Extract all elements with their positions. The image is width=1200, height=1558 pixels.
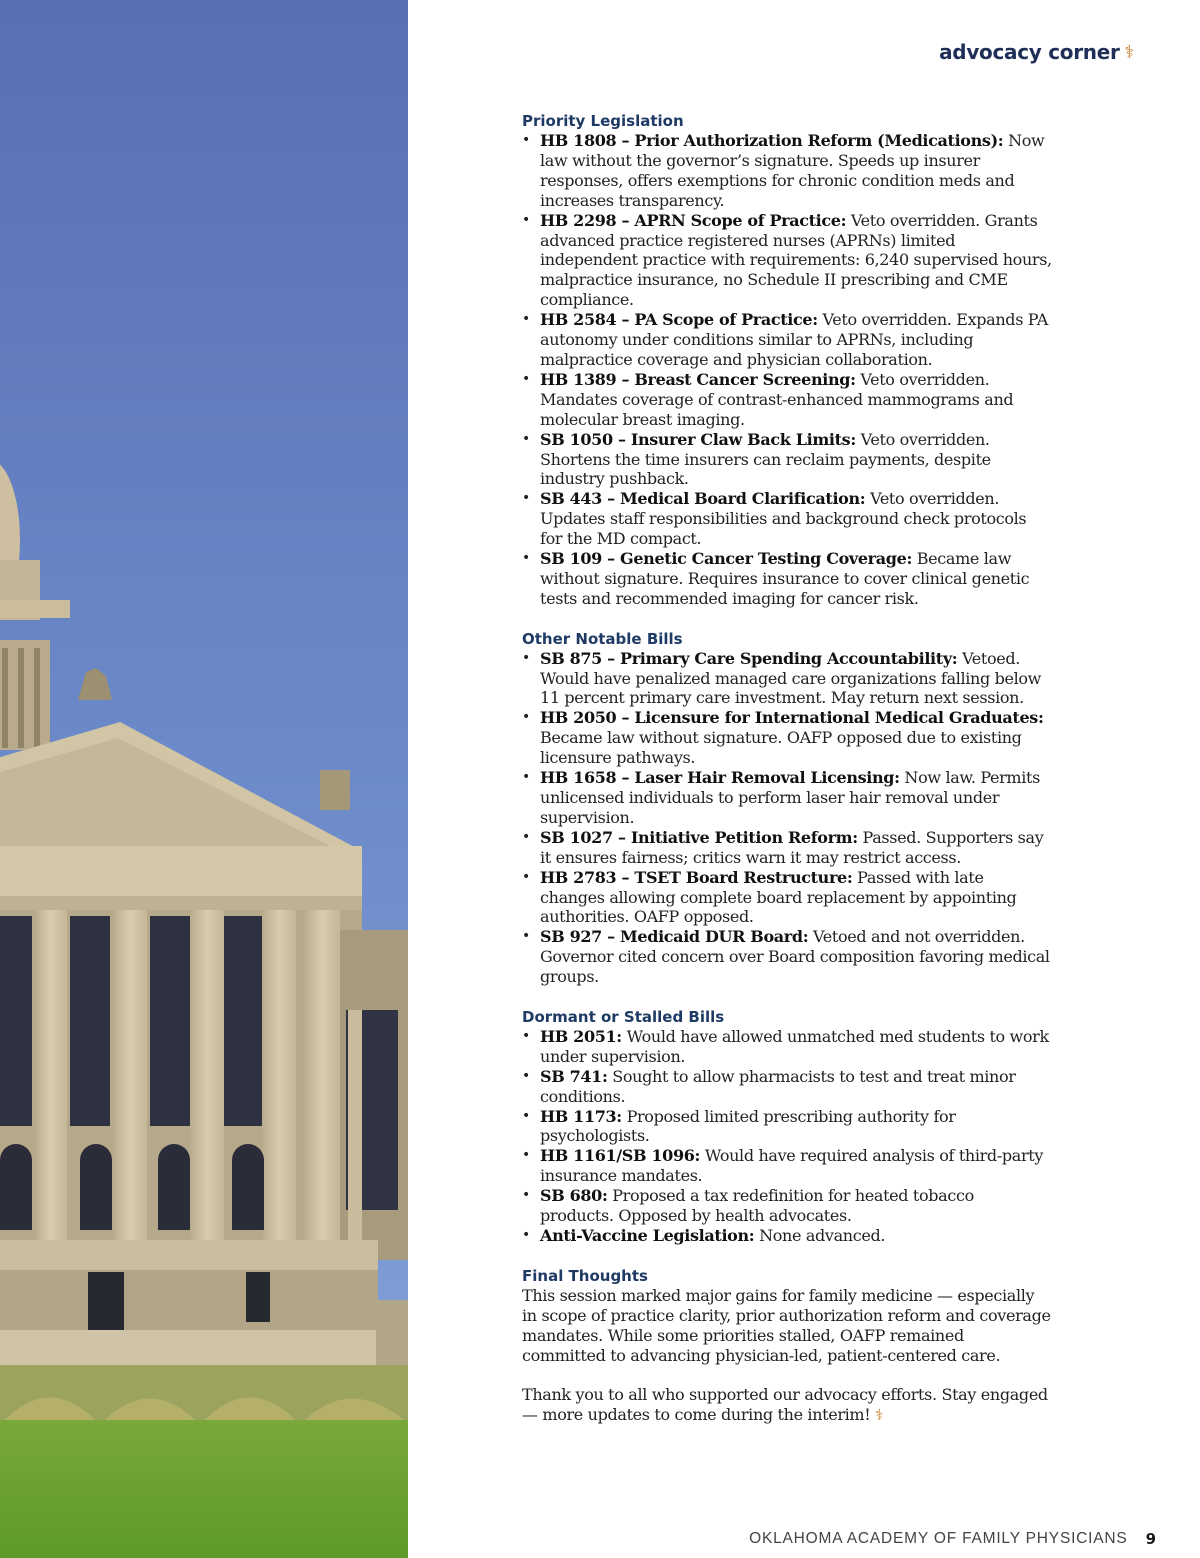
list-item [522,310,1052,370]
list-item [522,211,1052,311]
bill-summary: Would have required analysis of third-party insurance mandates. [540,1146,1044,1186]
bill-summary: Proposed limited prescribing authority for psychologists. [540,1106,956,1146]
caduceus-icon: ⚕ [1124,41,1134,63]
bill-summary: Vetoed and not overridden. Governor cited concern over Board composition favoring medical groups. [540,927,1050,987]
bill-summary: Passed. Supporters say it ensures fairness; critics warn it may restrict access. [540,827,1044,867]
bill-name: HB 1808 – Prior Authorization Reform (Medications): [540,131,1004,150]
dormant-bill-list [522,1027,1052,1246]
bill-summary: Veto overridden. Expands PA autonomy under conditions similar to APRNs, including malpractice coverage and physician collaboration. [540,310,1048,369]
bill-name: HB 1658 – Laser Hair Removal Licensing: [540,768,900,788]
capitol-building-photo [0,0,408,1558]
other-notable-bills-heading: Other Notable Bills [522,629,683,648]
final-thoughts-heading: Final Thoughts [522,1266,648,1285]
bill-name: SB 680: [540,1186,608,1206]
bill-name: SB 109 – Genetic Cancer Testing Coverage: [540,549,913,569]
page-footer [749,1530,1156,1548]
bill-summary: Veto overridden. Updates staff responsibilities and background check protocols for the MD compact. [540,489,1027,549]
list-item [522,131,1052,211]
page-number: 9 [1145,1530,1156,1548]
bill-name: SB 1050 – Insurer Claw Back Limits: [540,429,856,449]
bill-summary: Passed with late changes allowing complete board replacement by appointing authorities. OAFP opposed. [540,867,1017,927]
bill-name: HB 1389 – Breast Cancer Screening: [540,369,856,389]
list-item [522,489,1052,549]
bill-summary: Would have allowed unmatched med students to work under supervision. [540,1026,1049,1066]
bill-name: HB 2584 – PA Scope of Practice: [540,310,818,330]
article-column [522,111,1052,1426]
bill-name: Anti-Vaccine Legislation: [540,1226,755,1245]
bill-summary: Veto overridden. Mandates coverage of contrast-enhanced mammograms and molecular breast imaging. [540,369,1014,429]
list-item [522,768,1052,828]
bill-name: SB 443 – Medical Board Clarification: [540,489,866,509]
caduceus-end-icon: ⚕ [875,1406,883,1425]
thank-you-text: Thank you to all who supported our advocacy efforts. Stay engaged — more updates to come during the interim! [522,1385,1048,1425]
dormant-stalled-bills-heading: Dormant or Stalled Bills [522,1007,725,1026]
bill-name: SB 927 – Medicaid DUR Board: [540,927,809,947]
bill-name: HB 2298 – APRN Scope of Practice: [540,210,847,230]
bill-name: SB 741: [540,1066,608,1086]
bill-name: HB 1161/SB 1096: [540,1146,701,1166]
list-item [522,1107,1052,1147]
list-item [522,649,1052,709]
list-item [522,708,1052,768]
list-item [522,1146,1052,1186]
list-item [522,370,1052,430]
list-item [522,927,1052,987]
bill-name: HB 2783 – TSET Board Restructure: [540,867,853,887]
bill-summary: Became law without signature. Requires insurance to cover clinical genetic tests and recommended imaging for cancer risk. [540,549,1030,608]
list-item [522,868,1052,928]
section-label [939,40,1134,64]
list-item [522,1226,1052,1246]
priority-bill-list [522,131,1052,609]
bill-name: HB 2051: [540,1026,622,1046]
bill-summary: Vetoed. Would have penalized managed care organizations falling below 11 percent primary care investment. May return next session. [540,648,1041,708]
section-label-text: advocacy corner [939,40,1120,64]
bill-summary: Now law without the governor’s signature. Speeds up insurer responses, offers exemptions for chronic condition meds and increases transparency. [540,131,1045,210]
bill-name: HB 2050 – Licensure for International Medical Graduates: [540,708,1044,728]
bill-summary: None advanced. [754,1226,886,1245]
final-thoughts-paragraph: This session marked major gains for family medicine — especially in scope of practice clarity, prior authorization reform and coverage mandates. While some priorities stalled, OAFP remained committed to advancing physician-led, patient-centered care. [522,1285,1051,1365]
priority-legislation-heading: Priority Legislation [522,112,684,130]
list-item [522,1067,1052,1107]
notable-bill-list [522,649,1052,987]
bill-summary: Proposed a tax redefinition for heated tobacco products. Opposed by health advocates. [540,1186,974,1226]
thank-you-paragraph [522,1385,1052,1426]
bill-summary: Became law without signature. OAFP opposed due to existing licensure pathways. [540,728,1022,768]
bill-name: SB 1027 – Initiative Petition Reform: [540,827,858,847]
bill-summary: Veto overridden. Shortens the time insurers can reclaim payments, despite industry pushback. [540,429,991,489]
list-item [522,1027,1052,1067]
bill-summary: Sought to allow pharmacists to test and treat minor conditions. [540,1066,1016,1106]
bill-summary: Now law. Permits unlicensed individuals to perform laser hair removal under supervision. [540,768,1040,827]
list-item [522,828,1052,868]
list-item [522,430,1052,490]
list-item [522,1186,1052,1226]
list-item [522,549,1052,609]
bill-name: HB 1173: [540,1106,622,1126]
organization-name: OKLAHOMA ACADEMY OF FAMILY PHYSICIANS [749,1530,1128,1547]
bill-summary: Veto overridden. Grants advanced practice registered nurses (APRNs) limited independent practice with requirements: 6,240 supervised hours, malpractice insurance, no Schedule II prescribing and CME compliance. [540,210,1052,310]
bill-name: SB 875 – Primary Care Spending Accountability: [540,648,958,668]
